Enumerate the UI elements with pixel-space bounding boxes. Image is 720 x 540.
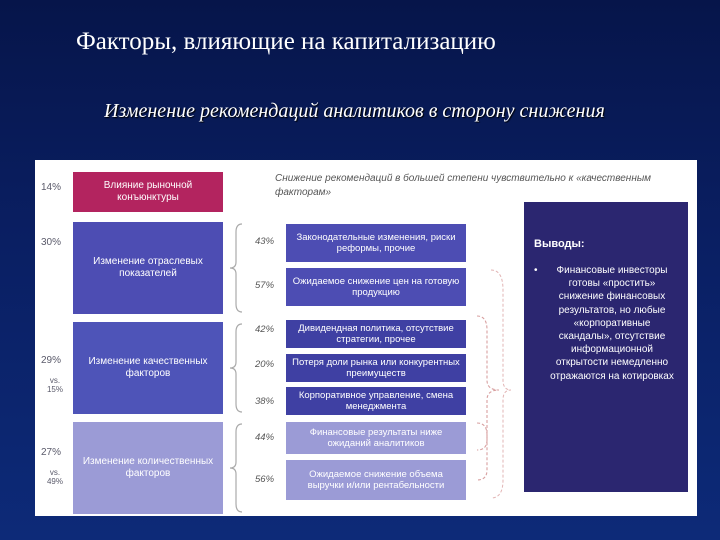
left-vs-quantitative: vs. 49% (46, 468, 63, 486)
right-pct-2: 42% (255, 324, 275, 335)
conclusions-box (524, 202, 688, 492)
box-corporate-governance (286, 387, 466, 415)
right-pct-0: 43% (255, 236, 275, 247)
conclusions-text: • Финансовые инвесторы готовы «простить» снижение финансовых результатов, но любые «корпоративные скандалы», отсутствие информационной открытости немедленно отражаются на котировках (550, 265, 674, 382)
left-vs-qualitative: vs. 15% (46, 376, 63, 394)
left-pct-industry: 30% (41, 237, 62, 248)
box-legislative-changes (286, 224, 466, 262)
right-pct-6: 56% (255, 474, 275, 485)
box-revenue-decline-label: Ожидаемое снижение объема выручки и/или рентабельности (307, 468, 445, 491)
slide-subtitle: Изменение рекомендаций аналитиков в сторону снижения (104, 100, 605, 122)
left-pct-market: 14% (41, 182, 62, 193)
box-revenue-decline (286, 460, 466, 500)
left-pct-qualitative: 29% (41, 355, 62, 366)
box-financial-results-label: Финансовые результаты ниже ожиданий аналитиков (309, 426, 443, 449)
brace-quantitative (228, 422, 244, 514)
box-quantitative-factors-label: Изменение количественных факторов (82, 455, 214, 479)
panel-header: Снижение рекомендаций в большей степени чувствительно к «качественным факторам» (275, 173, 652, 198)
brace-qualitative (228, 322, 244, 414)
box-corporate-governance-label: Корпоративное управление, смена менеджмента (298, 389, 454, 412)
box-quantitative-factors (73, 422, 223, 514)
box-market-share-loss (286, 354, 466, 382)
box-industry-indicators-label: Изменение отраслевых показателей (93, 255, 203, 279)
box-dividend-policy-label: Дивидендная политика, отсутствие стратегии, прочее (298, 322, 454, 345)
box-market-share-loss-label: Потеря доли рынка или конкурентных преимуществ (292, 356, 460, 379)
left-pct-quantitative: 27% (41, 447, 62, 458)
box-legislative-changes-label: Законодательные изменения, риски реформы, прочие (296, 231, 456, 254)
box-price-decline (286, 268, 466, 306)
box-qualitative-factors-label: Изменение качественных факторов (88, 355, 208, 379)
box-market-conditions-label: Влияние рыночной конъюнктуры (103, 179, 193, 203)
box-dividend-policy (286, 320, 466, 348)
box-financial-results (286, 422, 466, 454)
box-price-decline-label: Ожидаемое снижение цен на готовую продукцию (292, 275, 460, 298)
box-qualitative-factors (73, 322, 223, 414)
box-industry-indicators (73, 222, 223, 314)
brace-industry (228, 222, 244, 314)
conclusions-title: Выводы: (534, 238, 585, 250)
brace-red-dashed (473, 260, 513, 505)
infographic-panel (35, 160, 697, 516)
slide-title: Факторы, влияющие на капитализацию (76, 28, 496, 55)
right-pct-4: 38% (255, 396, 275, 407)
right-pct-1: 57% (255, 280, 275, 291)
right-pct-5: 44% (255, 432, 275, 443)
conclusions-bullet (534, 264, 678, 383)
box-market-conditions (73, 172, 223, 212)
right-pct-3: 20% (255, 359, 275, 370)
